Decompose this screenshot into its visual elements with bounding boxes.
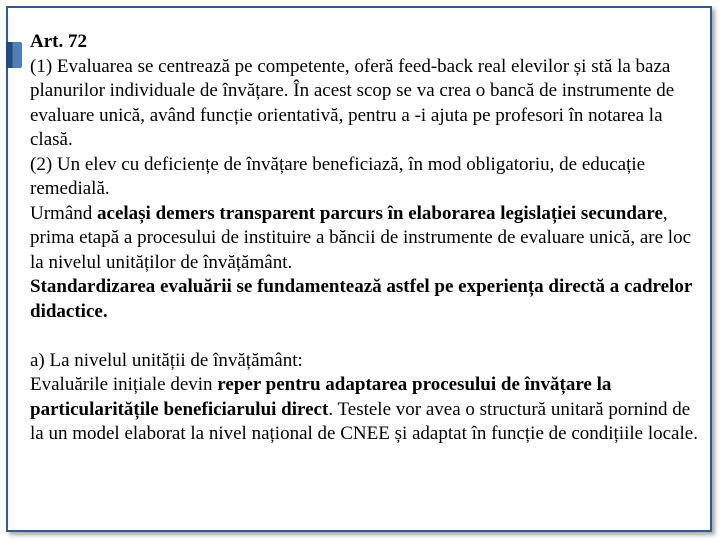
article-title: Art. 72	[30, 31, 87, 52]
spacer	[30, 324, 698, 349]
paragraph-4: Standardizarea evaluării se fundamentează astfel pe experiența directă a cadrelor didactice.	[30, 276, 692, 322]
article-content	[30, 30, 698, 447]
subsection-a-text: Evaluările inițiale devin reper pentru adaptarea procesului de învățare la particularitățile beneficiarului direct. Testele vor avea o structură unitară pornind de la un model elaborat la nivel național de CNEE și adaptat în funcție de condițiile locale.	[30, 374, 698, 444]
paragraph-1: (1) Evaluarea se centrează pe competente, oferă feed-back real elevilor și stă la baza planurilor individuale de învățare. În acest scop se va crea o bancă de instrumente de evaluare unică, având funcție orientativă, pentru a -i ajuta pe profesori în notarea la clasă.	[30, 55, 675, 150]
decorative-tab	[6, 42, 22, 68]
subsection-a-heading: a) La nivelul unității de învățământ:	[30, 349, 303, 371]
paragraph-3: Urmând același demers transparent parcurs în elaborarea legislației secundare, prima etapă a procesului de instituire a băncii de instrumente de evaluare unică, are loc la nivelul unităților de învățământ.	[30, 202, 692, 273]
paragraph-2: (2) Un elev cu deficiențe de învățare beneficiază, în mod obligatoriu, de educație remedială.	[30, 153, 646, 199]
